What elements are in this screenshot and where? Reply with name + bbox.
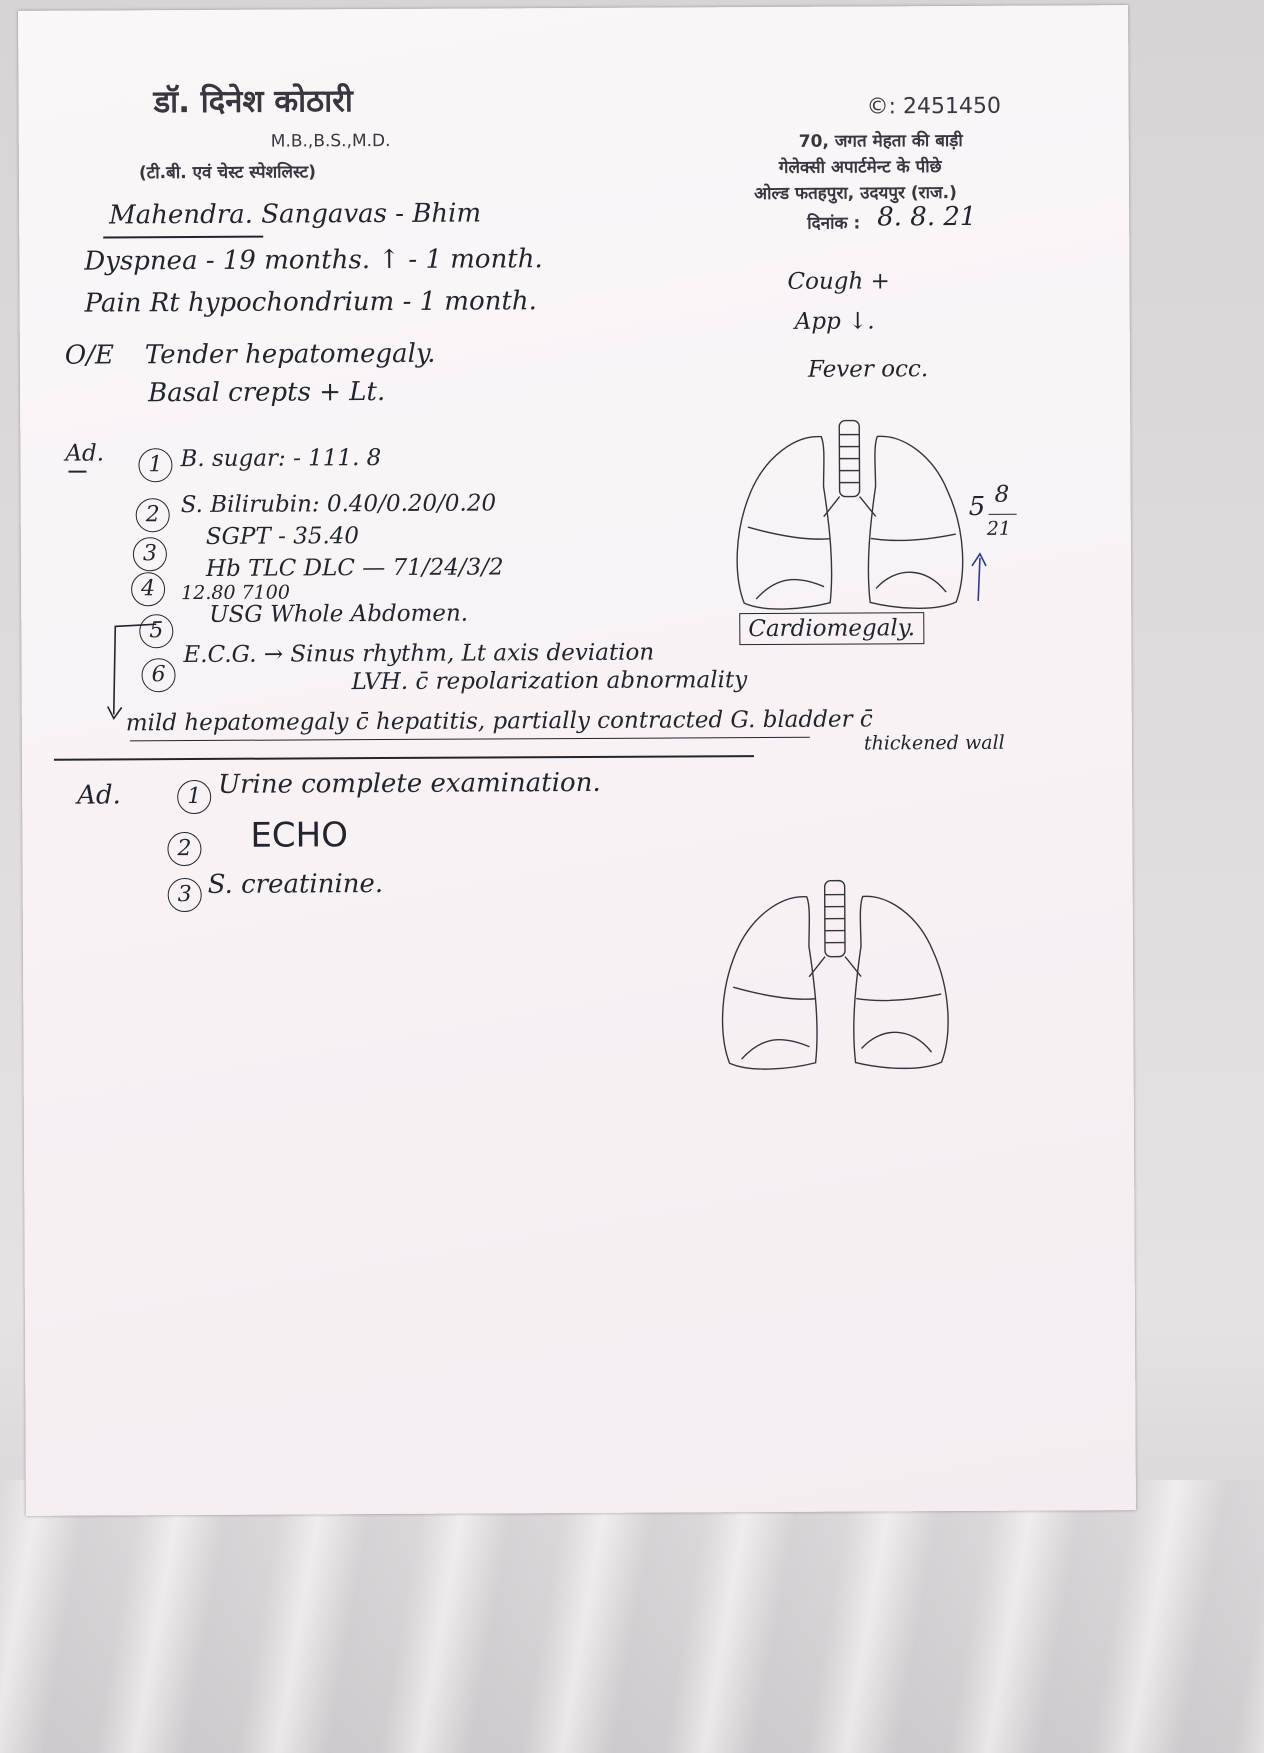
item-number: 4 — [131, 572, 165, 606]
lung-note-fraction-bar — [989, 514, 1017, 516]
advice-label-underline — [68, 471, 86, 473]
side-note-cough: Cough + — [787, 268, 890, 295]
item-number: 1 — [177, 780, 211, 814]
advice-item-6: E.C.G. → Sinus rhythm, Lt axis deviation — [183, 639, 655, 669]
date-value: 8. 8. 21 — [877, 201, 977, 233]
advice-item-2: S. Bilirubin: 0.40/0.20/0.20 — [180, 490, 497, 519]
lung-note-arrow — [966, 546, 996, 606]
usg-finding-cont: thickened wall — [863, 731, 1005, 755]
item-number: 2 — [136, 498, 170, 532]
lung-note-whole: 5 — [968, 491, 986, 522]
lung-diagram-bottom — [711, 876, 962, 1087]
advice-item-5: USG Whole Abdomen. — [209, 600, 469, 628]
advice-label-1: Ad. — [65, 440, 105, 467]
item-number: 3 — [133, 537, 167, 571]
exam-line-2: Basal crepts + Lt. — [147, 376, 386, 409]
bracket-arrow — [101, 614, 162, 724]
advice2-item-1: Urine complete examination. — [218, 767, 601, 800]
doctor-degrees: M.B.,B.S.,M.D. — [270, 130, 391, 152]
advice-item-4: Hb TLC DLC — 71/24/3/2 — [205, 554, 504, 582]
usg-finding: mild hepatomegaly c̄ hepatitis, partially contracted G. bladder c̄ — [125, 706, 873, 737]
item-number: 3 — [168, 878, 202, 912]
lung-diagram-top — [725, 416, 976, 627]
section-divider — [54, 755, 754, 760]
prescription-sheet — [18, 5, 1136, 1516]
history-line-2: Pain Rt hypochondrium - 1 month. — [84, 286, 537, 319]
ecg-line-2: LVH. c̄ repolarization abnormality — [351, 667, 748, 696]
scan-backdrop — [0, 1480, 1264, 1753]
advice-label-2: Ad. — [77, 780, 121, 811]
exam-label: O/E — [64, 340, 115, 371]
item-number: 1 — [138, 448, 172, 482]
item-number: 5 — [139, 614, 173, 648]
item-number: 6 — [141, 658, 175, 692]
doctor-specialty: (टी.बी. एवं चेस्ट स्पेशलिस्ट) — [138, 162, 317, 184]
side-note-appetite: App ↓. — [794, 308, 875, 335]
doctor-name: डॉ. दिनेश कोठारी — [153, 83, 353, 121]
advice2-item-2: ECHO — [250, 815, 349, 856]
advice-item-3: SGPT - 35.40 — [205, 523, 360, 550]
advice2-item-3: S. creatinine. — [207, 869, 384, 900]
hb-tlc-values: 12.80 7100 — [181, 581, 290, 605]
patient-name: Mahendra. Sangavas - Bhim — [109, 198, 482, 231]
phone-number: ©: 2451450 — [866, 93, 1002, 120]
exam-line-1: Tender hepatomegaly. — [144, 338, 436, 371]
address-line-3: ओल्ड फतहपुरा, उदयपुर (राज.) — [753, 183, 957, 205]
name-underline — [103, 236, 263, 238]
lung-note-denominator: 21 — [986, 517, 1012, 540]
side-note-fever: Fever occ. — [807, 356, 929, 383]
address-line-1: 70, जगत मेहता की बाड़ी — [798, 130, 963, 152]
usg-underline — [130, 737, 810, 742]
lung-note-numerator: 8 — [994, 481, 1010, 508]
item-number: 2 — [167, 832, 201, 866]
advice-item-1: B. sugar: - 111. 8 — [180, 445, 382, 473]
date-label: दिनांक : — [807, 213, 861, 234]
history-line-1: Dyspnea - 19 months. ↑ - 1 month. — [84, 244, 543, 277]
address-line-2: गेलेक्सी अपार्टमेन्ट के पीछे — [778, 157, 942, 178]
cardiomegaly-box: Cardiomegaly. — [739, 612, 924, 645]
